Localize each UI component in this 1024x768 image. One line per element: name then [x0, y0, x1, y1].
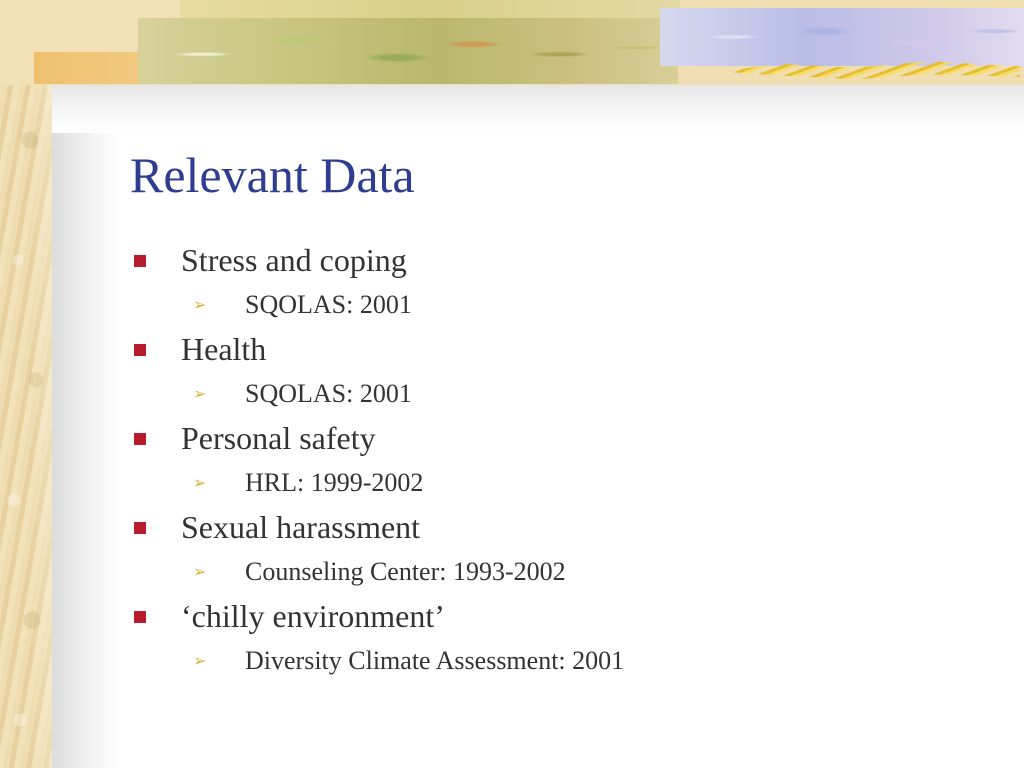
bullet-row [130, 504, 624, 550]
arrowhead-bullet-icon: ➢ [193, 473, 207, 492]
bullet-text: Sexual harassment [181, 509, 421, 545]
parchment-border [0, 0, 52, 768]
banner-leaf-collage [138, 18, 678, 84]
sub-bullet-text: SQOLAS: 2001 [245, 290, 412, 319]
arrowhead-bullet-icon: ➢ [193, 651, 207, 670]
sub-bullet-text: Diversity Climate Assessment: 2001 [245, 646, 625, 675]
banner-blue-panel [660, 8, 1024, 66]
sub-bullet-row [130, 372, 624, 415]
bullet-row [130, 415, 624, 461]
bullet-text: Health [181, 331, 267, 367]
sub-bullet-text: SQOLAS: 2001 [245, 379, 412, 408]
left-shadow [52, 85, 122, 768]
sub-bullet-text: HRL: 1999-2002 [245, 468, 424, 497]
bullet-text: Stress and coping [181, 242, 407, 278]
bullet-text: ‘chilly environment’ [181, 598, 445, 634]
list-item [130, 504, 624, 593]
sub-bullet-row [130, 639, 624, 682]
list-item [130, 237, 624, 326]
bullet-text: Personal safety [181, 420, 376, 456]
square-bullet-icon [134, 433, 146, 445]
list-item [130, 415, 624, 504]
sub-bullet-row [130, 461, 624, 504]
list-item [130, 326, 624, 415]
bullet-list [130, 237, 624, 682]
sub-bullet-row [130, 283, 624, 326]
arrowhead-bullet-icon: ➢ [193, 384, 207, 403]
sub-bullet-row [130, 550, 624, 593]
list-item [130, 593, 624, 682]
arrowhead-bullet-icon: ➢ [193, 562, 207, 581]
bullet-row [130, 237, 624, 283]
square-bullet-icon [134, 522, 146, 534]
bullet-row [130, 326, 624, 372]
top-shadow [52, 85, 1024, 133]
square-bullet-icon [134, 611, 146, 623]
bullet-row [130, 593, 624, 639]
sub-bullet-text: Counseling Center: 1993-2002 [245, 557, 566, 586]
square-bullet-icon [134, 344, 146, 356]
slide-title: Relevant Data [130, 147, 415, 203]
arrowhead-bullet-icon: ➢ [193, 295, 207, 314]
square-bullet-icon [134, 255, 146, 267]
